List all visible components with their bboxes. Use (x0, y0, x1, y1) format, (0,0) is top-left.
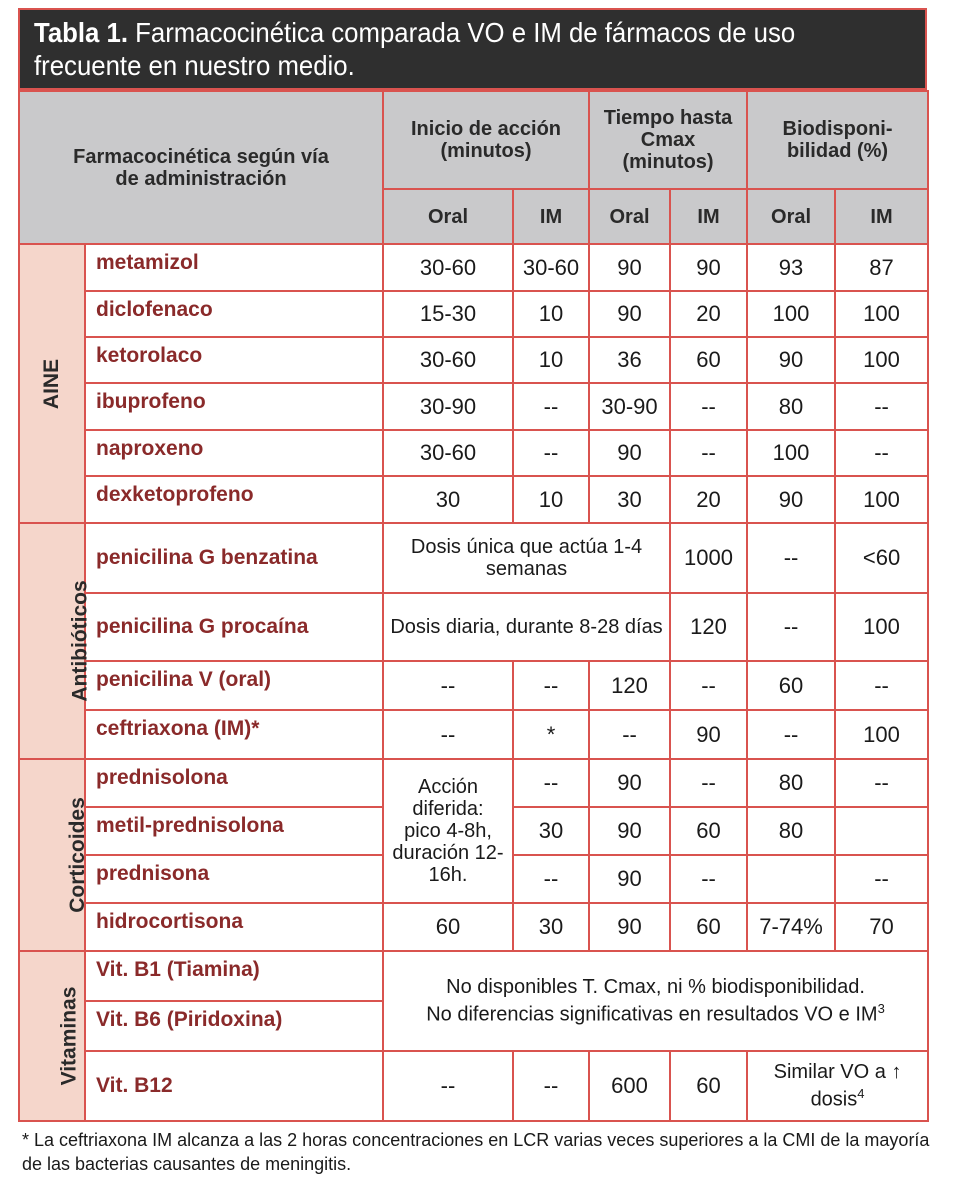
table-title (34, 16, 844, 82)
cell-value: 30 (513, 807, 589, 855)
header-im: IM (670, 189, 747, 244)
cell-value: -- (383, 710, 513, 759)
cell-value: 30-60 (513, 244, 589, 291)
cell-value: -- (835, 383, 928, 430)
cell-value: 90 (589, 291, 670, 337)
cell-value: -- (835, 661, 928, 710)
cell-value: 93 (747, 244, 835, 291)
group-corticoids: Corticoides (19, 759, 85, 951)
header-oral: Oral (747, 189, 835, 244)
drug-name: ketorolaco (85, 337, 383, 383)
cell-value: 30-90 (589, 383, 670, 430)
cell-value: -- (747, 710, 835, 759)
cell-value: 60 (670, 903, 747, 951)
cell-value: 20 (670, 476, 747, 523)
drug-name: penicilina G procaína (85, 593, 383, 661)
cell-value: 120 (670, 593, 747, 661)
vitamins-note-line2: No diferencias significativas en resultados VO e $IM^3$ (426, 1001, 885, 1026)
header-onset: Inicio de acción (minutos) (383, 91, 589, 189)
cell-value: 100 (835, 476, 928, 523)
cell-value: 30 (589, 476, 670, 523)
cell-note (383, 951, 928, 1051)
cell-value: -- (670, 855, 747, 903)
cell-value: 90 (589, 759, 670, 807)
cell-value: 90 (670, 710, 747, 759)
drug-name: ibuprofeno (85, 383, 383, 430)
cell-value: 36 (589, 337, 670, 383)
cell-value: -- (589, 710, 670, 759)
cell-value: 90 (670, 244, 747, 291)
header-im: IM (513, 189, 589, 244)
cell-value: -- (670, 759, 747, 807)
arrow-up-icon: ↑ (891, 1061, 902, 1084)
cell-value: -- (513, 383, 589, 430)
cell-value: -- (383, 661, 513, 710)
drug-name: Vit. B12 (85, 1051, 383, 1121)
drug-name: naproxeno (85, 430, 383, 476)
cell-value: -- (383, 1051, 513, 1121)
drug-name: Vit. B1 (Tiamina) (85, 951, 383, 1001)
cell-value: 90 (589, 244, 670, 291)
header-route: Farmacocinética según vía de administración (19, 91, 383, 244)
cell-value: -- (670, 383, 747, 430)
cell-value: * (513, 710, 589, 759)
cell-note: Similar VO a ↑ dosis$^4$ (747, 1051, 928, 1121)
cell-value: 60 (747, 661, 835, 710)
cell-value: 30 (513, 903, 589, 951)
cell-value (747, 855, 835, 903)
cell-note: Dosis única que actúa 1-4 semanas (383, 523, 670, 593)
cell-value: 600 (589, 1051, 670, 1121)
cell-value: 10 (513, 337, 589, 383)
cell-value: 60 (670, 807, 747, 855)
cell-value: 10 (513, 476, 589, 523)
drug-name: ceftriaxona (IM)* (85, 710, 383, 759)
cell-value: 70 (835, 903, 928, 951)
cell-value: 30-60 (383, 337, 513, 383)
cell-value: 60 (383, 903, 513, 951)
header-im: IM (835, 189, 928, 244)
cell-value: 60 (670, 337, 747, 383)
cell-value: 100 (747, 430, 835, 476)
cell-value: -- (747, 593, 835, 661)
cell-value: 1000 (670, 523, 747, 593)
cell-value: 20 (670, 291, 747, 337)
cell-value: 90 (589, 807, 670, 855)
group-antibiotics: Antibióticos (19, 523, 85, 759)
cell-value: 30 (383, 476, 513, 523)
drug-name: Vit. B6 (Piridoxina) (85, 1001, 383, 1051)
drug-name: hidrocortisona (85, 903, 383, 951)
drug-name: dexketoprofeno (85, 476, 383, 523)
drug-name: metil-prednisolona (85, 807, 383, 855)
cell-value: -- (513, 855, 589, 903)
cell-value: 80 (747, 383, 835, 430)
cell-value: 30-60 (383, 244, 513, 291)
cell-value: 90 (589, 903, 670, 951)
cell-value: 90 (589, 855, 670, 903)
cell-value: 90 (747, 337, 835, 383)
cell-value: 80 (747, 759, 835, 807)
header-cmax: Tiempo hasta Cmax (minutos) (589, 91, 747, 189)
cell-value: 15-30 (383, 291, 513, 337)
cell-value: -- (835, 759, 928, 807)
cell-value: -- (513, 430, 589, 476)
group-aine: AINE (19, 244, 85, 523)
cell-value: 7-74% (747, 903, 835, 951)
pharmacokinetics-table (18, 90, 929, 1122)
drug-name: prednisolona (85, 759, 383, 807)
cell-value (835, 807, 928, 855)
table-footnote: * La ceftriaxona IM alcanza a las 2 horas concentraciones en LCR varias veces superiores a la CMI de la mayoría de las bacterias causantes de meningitis. (22, 1130, 930, 1174)
cell-value: 80 (747, 807, 835, 855)
cell-value: 30-90 (383, 383, 513, 430)
drug-name: metamizol (85, 244, 383, 291)
cell-value: 120 (589, 661, 670, 710)
cell-value: <60 (835, 523, 928, 593)
table-title-number: Tabla 1. (34, 17, 129, 48)
cell-value: -- (835, 430, 928, 476)
cell-value: 100 (835, 593, 928, 661)
drug-name: penicilina V (oral) (85, 661, 383, 710)
cell-note: Dosis diaria, durante 8-28 días (383, 593, 670, 661)
cell-value: -- (513, 1051, 589, 1121)
cell-value: 100 (747, 291, 835, 337)
cell-value: 60 (670, 1051, 747, 1121)
table-title-text: Farmacocinética comparada VO e IM de fármacos de uso frecuente en nuestro medio. (34, 17, 796, 81)
header-bioavailability: Biodisponi-bilidad (%) (747, 91, 928, 189)
cell-note: Acción diferida: pico 4-8h, duración 12-16h. (383, 759, 513, 903)
drug-name: penicilina G benzatina (85, 523, 383, 593)
header-oral: Oral (383, 189, 513, 244)
cell-value: 100 (835, 291, 928, 337)
drug-name: prednisona (85, 855, 383, 903)
cell-value: -- (670, 430, 747, 476)
table-title-bar (18, 8, 927, 90)
cell-value: -- (835, 855, 928, 903)
cell-value: 30-60 (383, 430, 513, 476)
cell-value: -- (513, 759, 589, 807)
cell-value: 10 (513, 291, 589, 337)
cell-value: 90 (589, 430, 670, 476)
cell-value: -- (513, 661, 589, 710)
cell-value: 90 (747, 476, 835, 523)
drug-name: diclofenaco (85, 291, 383, 337)
header-oral: Oral (589, 189, 670, 244)
cell-value: -- (670, 661, 747, 710)
cell-value: 100 (835, 710, 928, 759)
vitamins-note-line1: No disponibles T. Cmax, ni % biodisponibilidad. (446, 976, 865, 999)
group-vitamins: Vitaminas (19, 951, 85, 1121)
cell-value: -- (747, 523, 835, 593)
cell-value: 87 (835, 244, 928, 291)
cell-value: 100 (835, 337, 928, 383)
